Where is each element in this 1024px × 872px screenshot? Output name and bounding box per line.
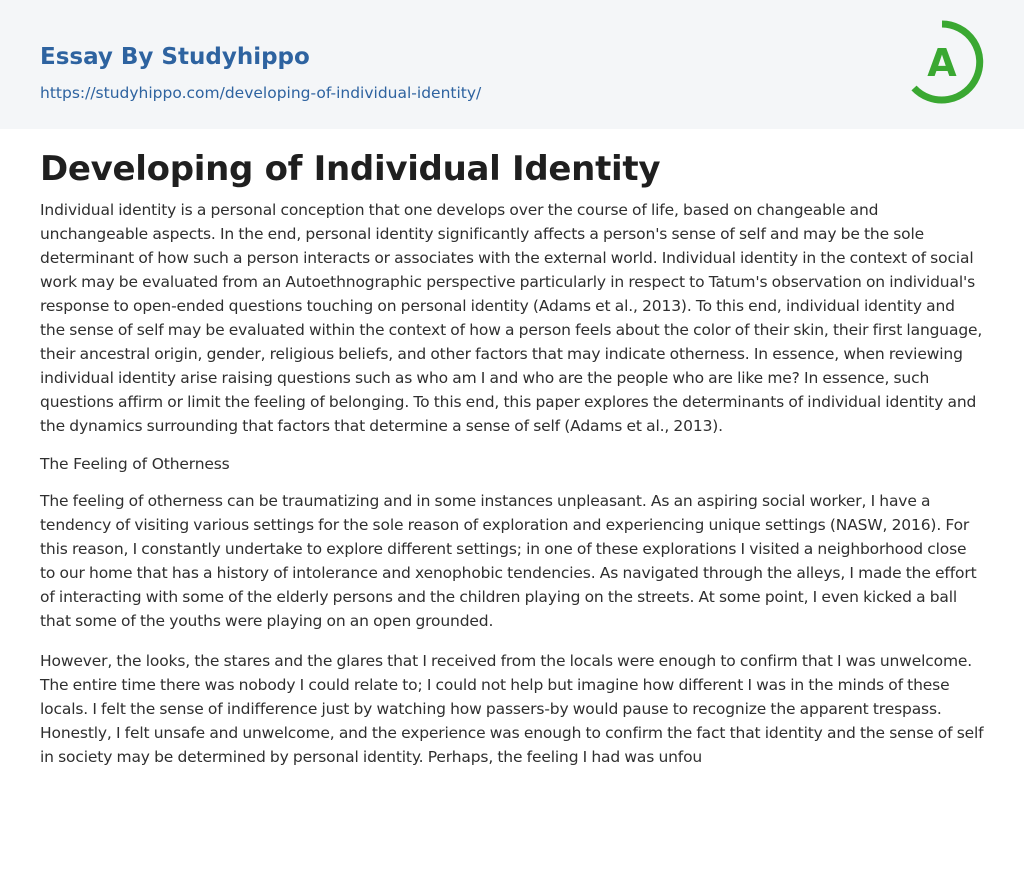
section-heading: The Feeling of Otherness: [40, 455, 230, 473]
site-title: Essay By Studyhippo: [40, 44, 310, 70]
essay-paragraph-1: Individual identity is a personal conception that one develops over the course of life, based on changeable and unchangeable aspects. In the end, personal identity significantly affects a person's sense of self and may be the sole determinant of how such a person interacts or associates with the external world. Individual identity in the context of social work may be evaluated from an Autoethnographic perspective particularly in respect to Tatum's observation on individual's response to open-ended questions touching on personal identity (Adams et al., 2013). To this end, individual identity and the sense of self may be evaluated within the context of how a person feels about the color of their skin, their first language, their ancestral origin, gender, religious beliefs, and other factors that may indicate otherness. In essence, when reviewing individual identity arise raising questions such as who am I and who are the people who are like me? In essence, such questions affirm or limit the feeling of belonging. To this end, this paper explores the determinants of individual identity and the dynamics surrounding that factors that determine a sense of self (Adams et al., 2013).: [40, 201, 983, 435]
site-header: [0, 0, 1024, 129]
essay-content: [0, 149, 1024, 769]
essay-title: Developing of Individual Identity: [40, 149, 661, 189]
studyhippo-logo-icon[interactable]: [900, 20, 984, 104]
essay-paragraph-3: However, the looks, the stares and the glares that I received from the locals were enough to confirm that I was unwelcome. The entire time there was nobody I could relate to; I could not help but imagine how different I was in the minds of these locals. I felt the sense of indifference just by watching how passers-by would pause to recognize the apparent trespass. Honestly, I felt unsafe and unwelcome, and the experience was enough to confirm the fact that identity and the sense of self in society may be determined by personal identity. Perhaps, the feeling I had was unfou: [40, 652, 984, 766]
essay-paragraph-2: The feeling of otherness can be traumatizing and in some instances unpleasant. As an aspiring social worker, I have a tendency of visiting various settings for the sole reason of exploration and experiencing unique settings (NASW, 2016). For this reason, I constantly undertake to explore different settings; in one of these explorations I visited a neighborhood close to our home that has a history of intolerance and xenophobic tendencies. As navigated through the alleys, I made the effort of interacting with some of the elderly persons and the children playing on the streets. At some point, I even kicked a ball that some of the youths were playing on an open grounded.: [40, 492, 977, 630]
essay-url-link[interactable]: https://studyhippo.com/developing-of-individual-identity/: [40, 84, 482, 102]
logo-letter: A: [927, 41, 957, 85]
